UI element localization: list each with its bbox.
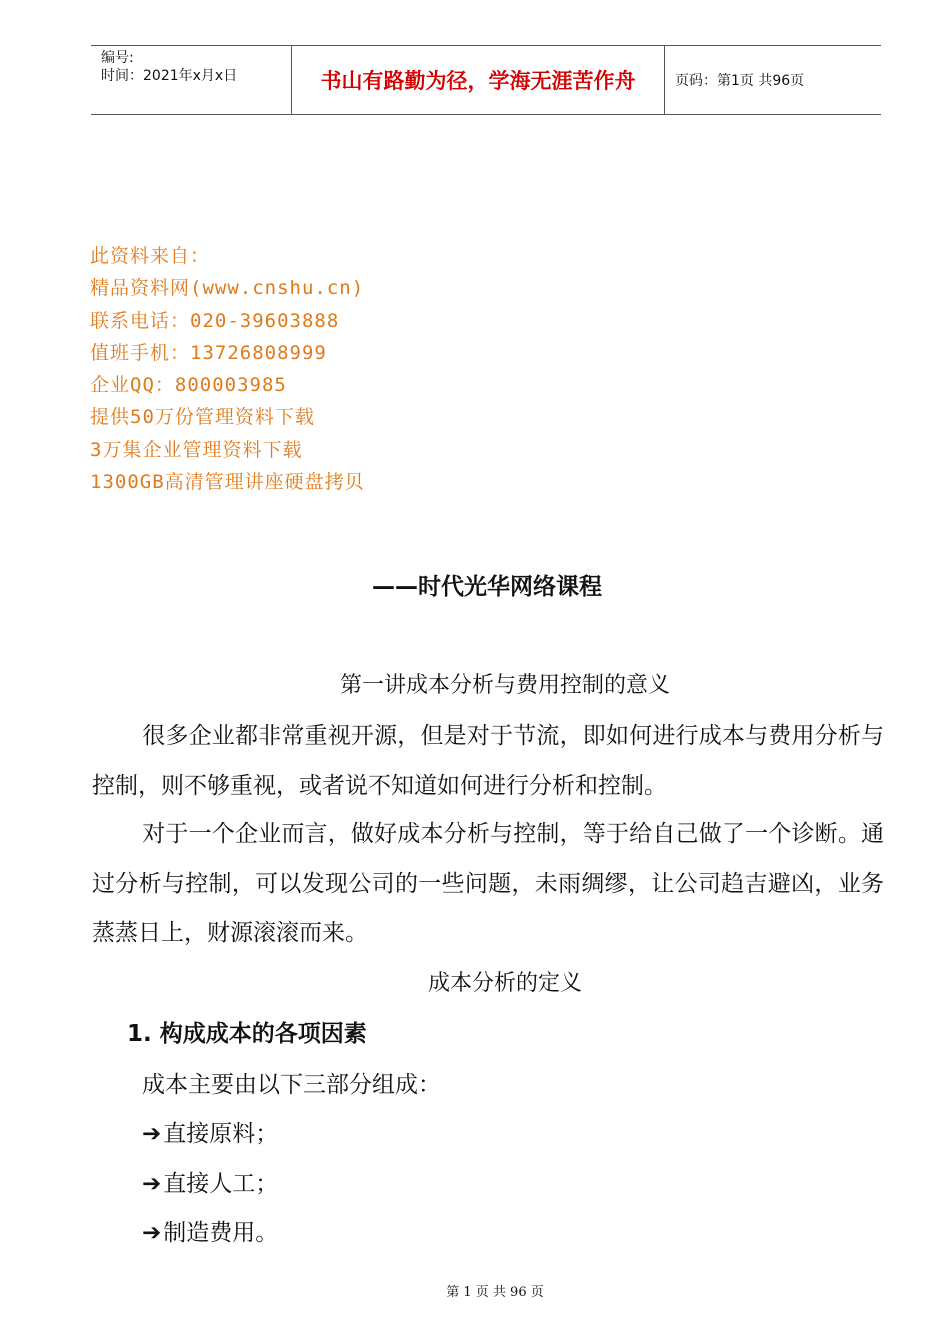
- source-line: 精品资料网(www.cnshu.cn): [90, 277, 365, 300]
- arrow-right-icon: ➔: [142, 1121, 162, 1147]
- header-motto: 书山有路勤为径，学海无涯苦作舟: [292, 46, 665, 114]
- list-item-text: 直接人工；: [163, 1171, 279, 1197]
- course-title: ——时代光华网络课程: [372, 574, 602, 600]
- paragraph-2-text: 对于一个企业而言，做好成本分析与控制，等于给自己做了一个诊断。通过分析与控制，可以发现公司的一些问题，未雨绸缪，让公司趋吉避凶，业务蒸蒸日上，财源滚滚而来。: [92, 821, 884, 946]
- header-page-info: 页码：第1页 共96页: [675, 73, 805, 89]
- header-meta: [91, 46, 292, 114]
- number-label: 编号:: [101, 50, 134, 66]
- source-line: 3万集企业管理资料下载: [90, 438, 303, 461]
- list-item: [142, 1165, 278, 1198]
- source-line: 此资料来自：: [90, 245, 211, 267]
- list-item: [142, 1115, 278, 1148]
- arrow-right-icon: ➔: [142, 1220, 162, 1246]
- list-item: [142, 1214, 278, 1247]
- source-info-block: [90, 240, 365, 498]
- intro-line: 成本主要由以下三部分组成：: [142, 1072, 441, 1098]
- source-line: 提供50万份管理资料下载: [90, 406, 315, 429]
- paragraph-1: [92, 712, 884, 811]
- time-label: 时间：2021年x月x日: [101, 68, 238, 84]
- section-title: 成本分析的定义: [427, 971, 582, 996]
- paragraph-1-text: 很多企业都非常重视开源，但是对于节流，即如何进行成本与费用分析与控制，则不够重视，或者说不知道如何进行分析和控制。: [92, 723, 884, 799]
- source-line: 1300GB高清管理讲座硬盘拷贝: [90, 471, 365, 494]
- sub-section-title: 1. 构成成本的各项因素: [127, 1021, 367, 1047]
- list-item-text: 直接原料；: [163, 1121, 279, 1147]
- page-footer: 第 1 页 共 96 页: [446, 1285, 544, 1300]
- arrow-right-icon: ➔: [142, 1171, 162, 1197]
- list-item-text: 制造费用。: [163, 1220, 279, 1246]
- page-header: [91, 45, 881, 115]
- source-line: 值班手机：13726808999: [90, 341, 327, 364]
- paragraph-2: [92, 810, 884, 959]
- source-line: 企业QQ：800003985: [90, 374, 287, 397]
- lecture-title: 第一讲成本分析与费用控制的意义: [339, 673, 670, 698]
- source-line: 联系电话：020-39603888: [90, 309, 340, 332]
